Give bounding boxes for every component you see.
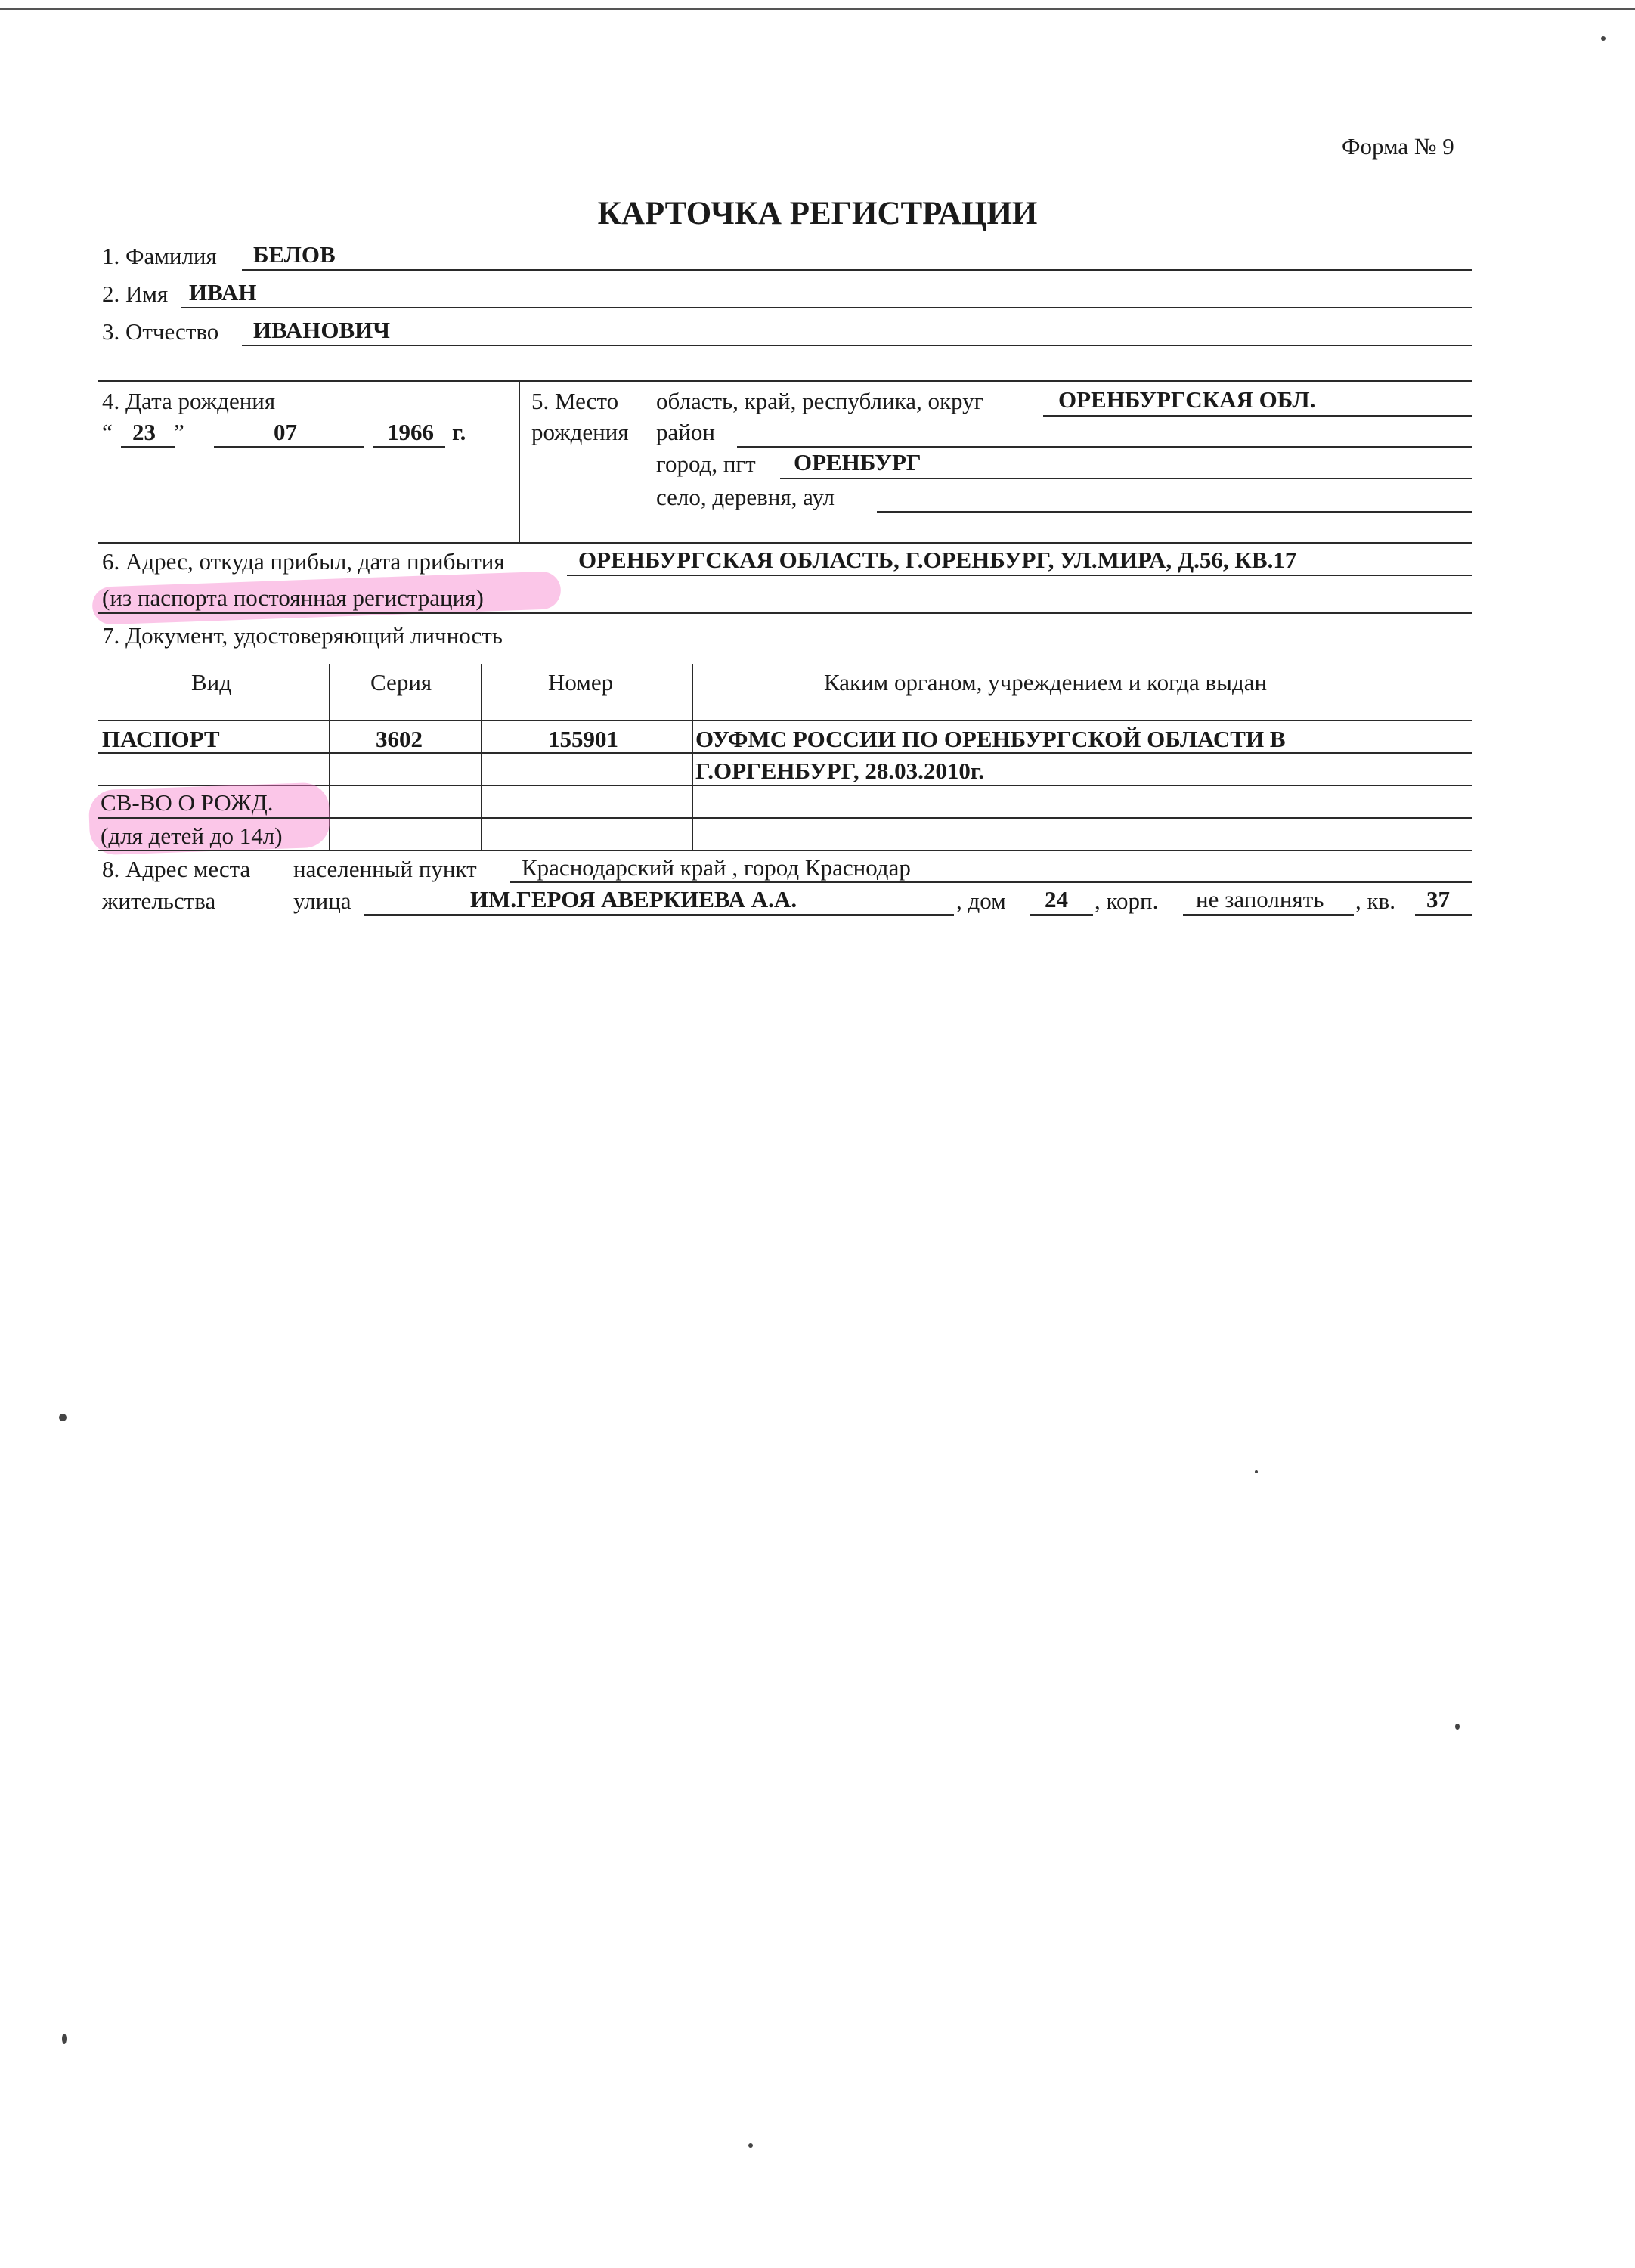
patronymic-value: ИВАНОВИЧ	[253, 317, 390, 343]
birth-cert-type: СВ-ВО О РОЖД.	[101, 789, 274, 816]
city-value: ОРЕНБУРГ	[794, 449, 921, 476]
table-col-divider	[481, 664, 482, 851]
street-label: улица	[293, 888, 351, 914]
residence-label-2: жительства	[102, 888, 216, 914]
birth-place-label-2: рождения	[531, 419, 629, 445]
col-header-series: Серия	[370, 669, 432, 696]
building-line	[1183, 914, 1354, 916]
birth-year: 1966	[387, 419, 434, 445]
scan-speck	[62, 2034, 67, 2044]
apartment-line	[1415, 914, 1472, 916]
birth-cert-note: (для детей до 14л)	[101, 823, 283, 849]
building-value: не заполнять	[1196, 886, 1324, 912]
col-header-number: Номер	[548, 669, 614, 696]
arrival-note: (из паспорта постоянная регистрация)	[102, 584, 484, 611]
residence-label: 8. Адрес места	[102, 856, 251, 882]
locality-label: населенный пункт	[293, 856, 477, 882]
table-rule	[98, 720, 1472, 721]
city-label: город, пгт	[656, 451, 756, 477]
apartment-value: 37	[1426, 886, 1450, 912]
arrival-line	[567, 575, 1472, 576]
street-value: ИМ.ГЕРОЯ АВЕРКИЕВА А.А.	[470, 886, 797, 912]
scan-speck	[1601, 36, 1606, 41]
table-rule	[98, 817, 1472, 819]
doc-issued-line1: ОУФМС РОССИИ ПО ОРЕНБУРГСКОЙ ОБЛАСТИ В	[695, 726, 1286, 752]
locality-value: Краснодарский край , город Краснодар	[522, 854, 911, 881]
apartment-label: , кв.	[1355, 888, 1395, 914]
doc-issued-line2: Г.ОРГЕНБУРГ, 28.03.2010г.	[695, 758, 985, 784]
name-line	[181, 307, 1472, 308]
doc-type: ПАСПОРТ	[102, 726, 220, 752]
region-value: ОРЕНБУРГСКАЯ ОБЛ.	[1058, 386, 1316, 413]
identity-doc-label: 7. Документ, удостоверяющий личность	[102, 622, 503, 649]
birth-day: 23	[132, 419, 156, 445]
birth-day-line	[121, 446, 175, 448]
scan-speck	[748, 2143, 753, 2148]
name-value: ИВАН	[189, 279, 257, 305]
patronymic-label: 3. Отчество	[102, 318, 219, 345]
birth-month: 07	[274, 419, 297, 445]
birth-year-line	[373, 446, 445, 448]
doc-number: 155901	[548, 726, 618, 752]
house-line	[1030, 914, 1093, 916]
building-label: , корп.	[1095, 888, 1159, 914]
open-quote: “	[102, 419, 113, 445]
birth-date-label: 4. Дата рождения	[102, 388, 276, 414]
surname-label: 1. Фамилия	[102, 243, 217, 269]
house-value: 24	[1045, 886, 1068, 912]
house-label: , дом	[956, 888, 1006, 914]
col-header-issuer: Каким органом, учреждением и когда выдан	[824, 669, 1268, 696]
table-rule	[98, 850, 1472, 851]
page-title: КАРТОЧКА РЕГИСТРАЦИИ	[597, 196, 1038, 231]
surname-line	[242, 269, 1472, 271]
district-line	[737, 446, 1472, 448]
scan-speck	[1455, 1724, 1460, 1730]
doc-series: 3602	[376, 726, 423, 752]
table-rule	[98, 752, 1472, 754]
birth-month-line	[214, 446, 364, 448]
form-number: Форма № 9	[1342, 133, 1454, 160]
surname-value: БЕЛОВ	[253, 241, 336, 268]
scan-speck	[59, 1414, 67, 1421]
section-divider	[519, 380, 520, 542]
patronymic-line	[242, 345, 1472, 346]
close-quote: ”	[174, 419, 184, 445]
street-line	[364, 914, 954, 916]
section-divider	[98, 380, 1472, 382]
col-header-type: Вид	[191, 669, 232, 696]
locality-line	[510, 881, 1472, 883]
arrival-label: 6. Адрес, откуда прибыл, дата прибытия	[102, 548, 505, 575]
birth-year-suffix: г.	[452, 419, 466, 445]
village-line	[877, 511, 1472, 513]
region-line	[1043, 415, 1472, 417]
arrival-value: ОРЕНБУРГСКАЯ ОБЛАСТЬ, Г.ОРЕНБУРГ, УЛ.МИРА, Д.56, КВ.17	[578, 547, 1297, 573]
section-divider	[98, 542, 1472, 544]
scan-speck	[1255, 1470, 1258, 1473]
district-label: район	[656, 419, 715, 445]
arrival-note-line	[98, 612, 1472, 614]
village-label: село, деревня, аул	[656, 484, 835, 510]
city-line	[780, 478, 1472, 479]
region-label: область, край, республика, округ	[656, 388, 984, 414]
name-label: 2. Имя	[102, 280, 169, 307]
birth-place-label: 5. Место	[531, 388, 619, 414]
scan-edge	[0, 8, 1635, 10]
table-col-divider	[692, 664, 693, 851]
